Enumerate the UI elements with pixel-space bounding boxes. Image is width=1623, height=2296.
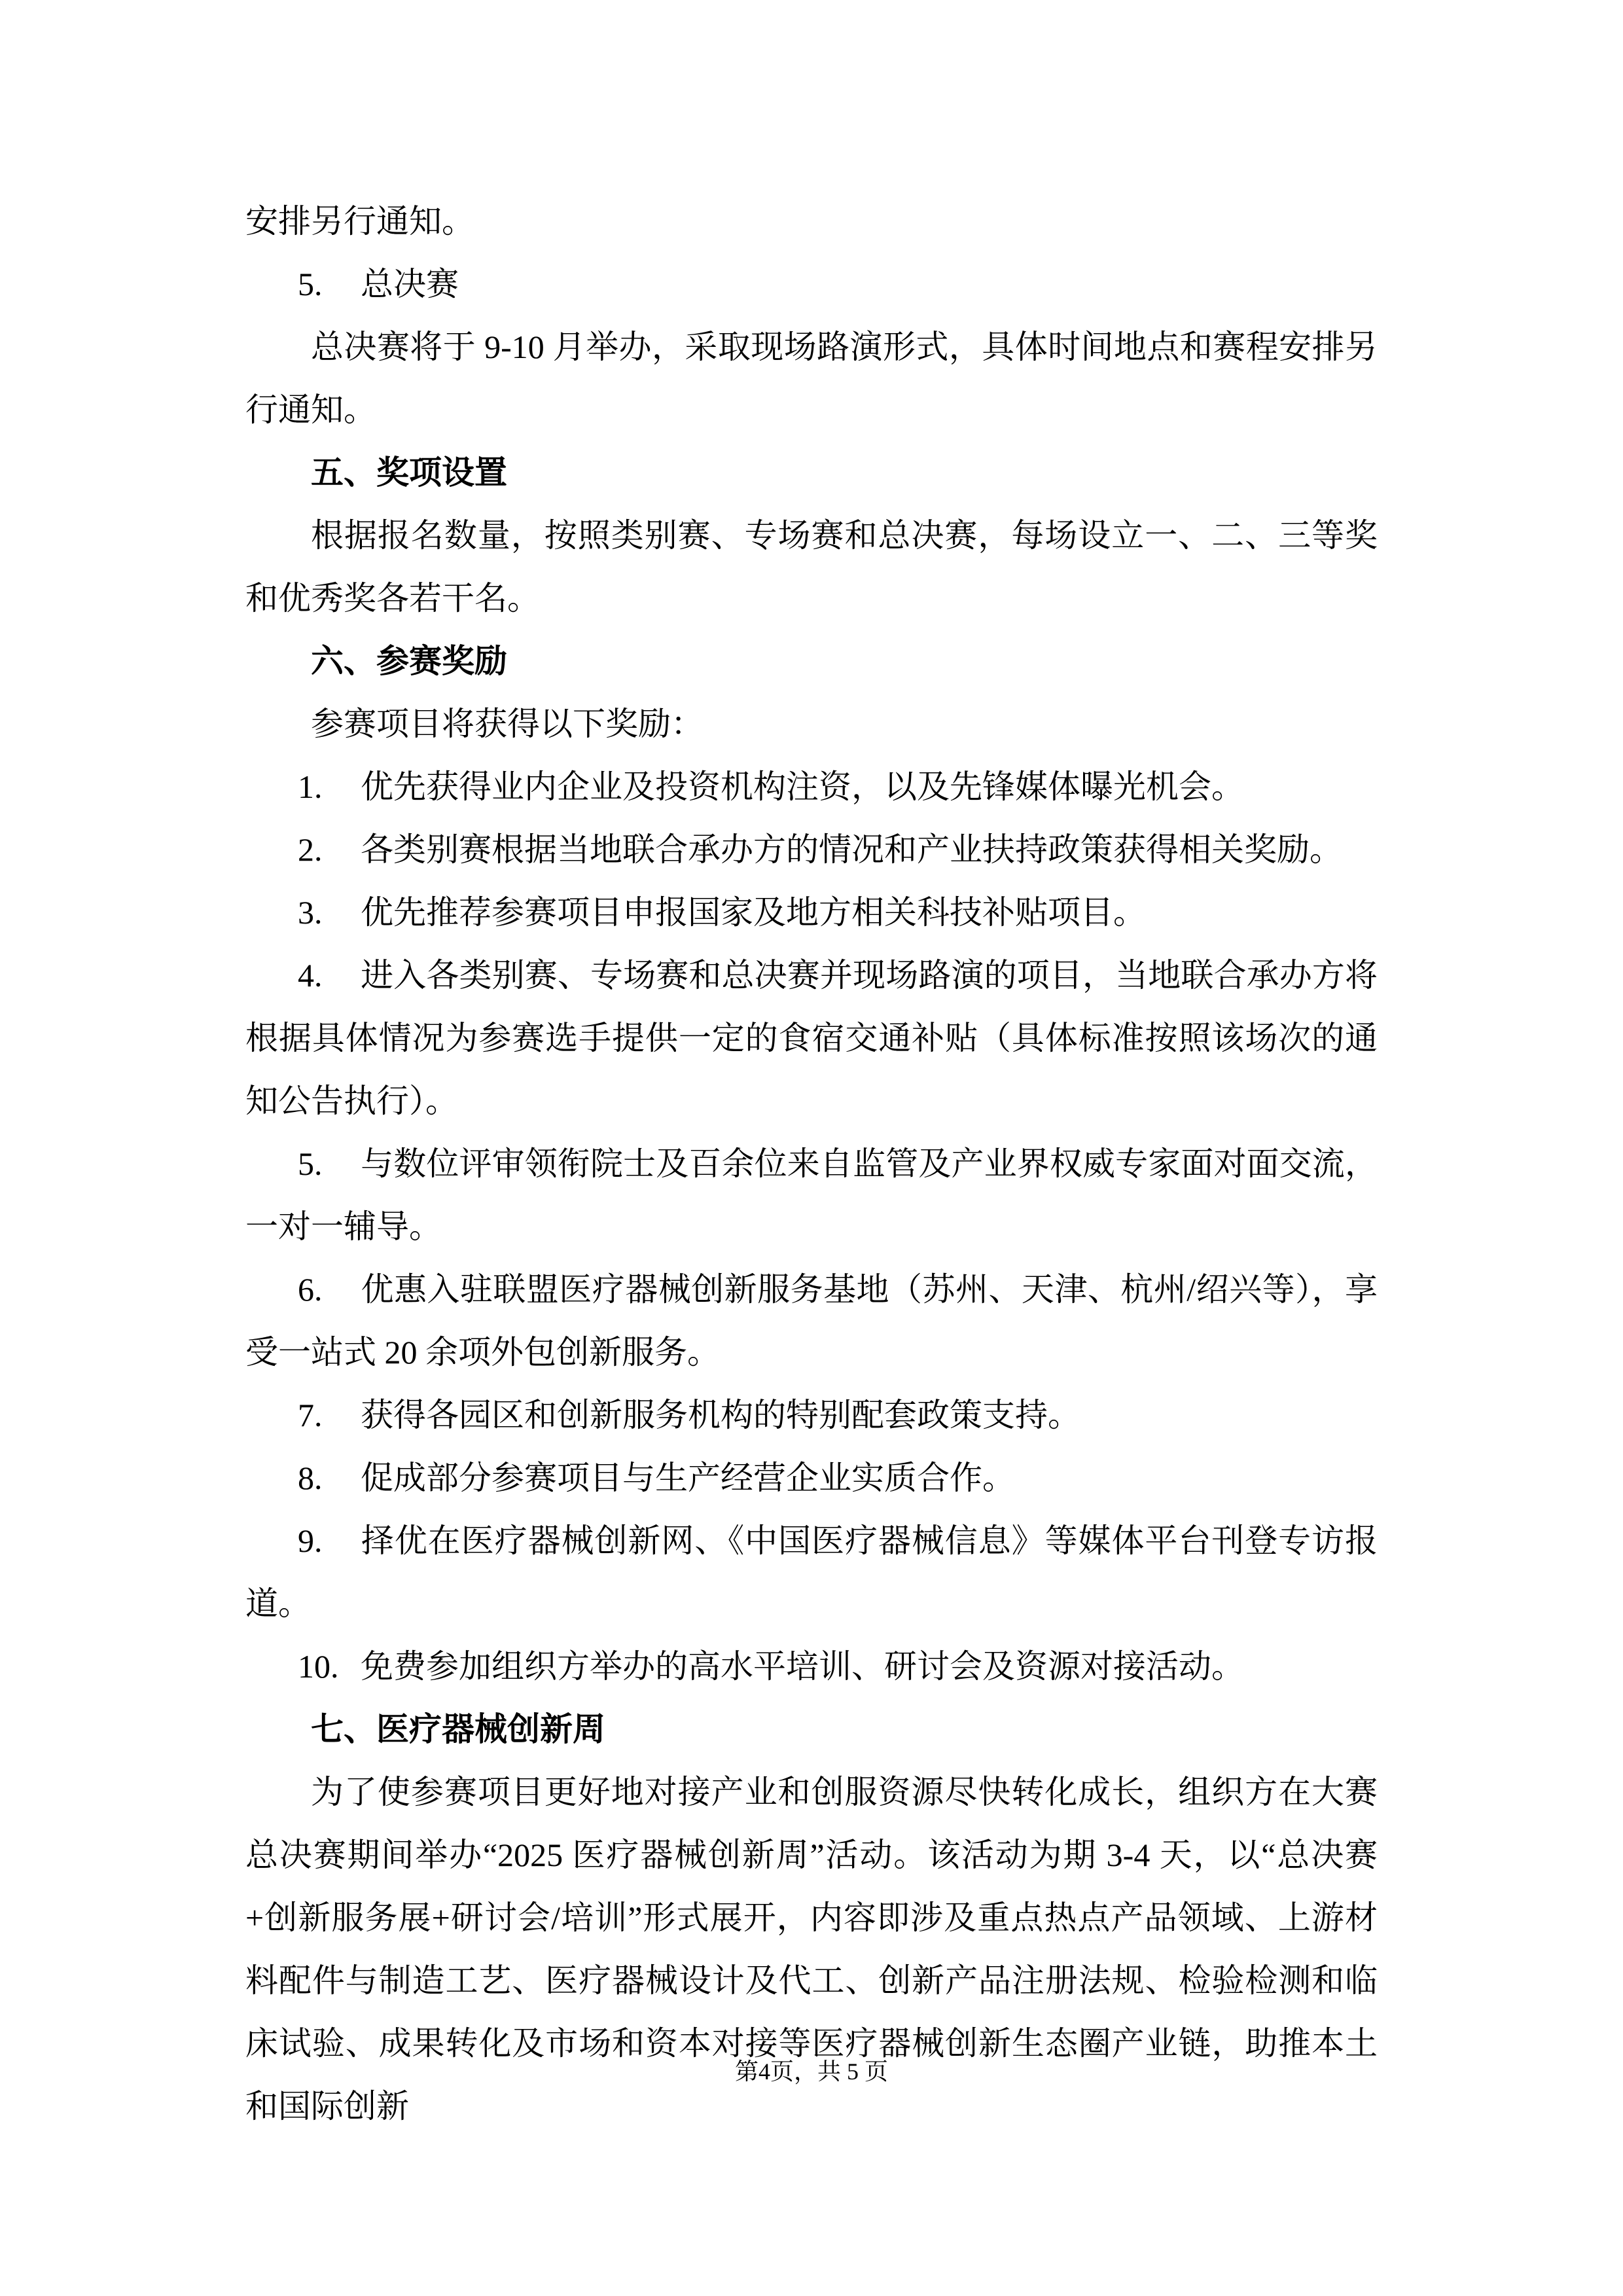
list-item-text: 各类别赛根据当地联合承办方的情况和产业扶持政策获得相关奖励。: [361, 831, 1342, 868]
list-item-number: 6.: [298, 1271, 323, 1308]
list-item: [245, 881, 1378, 944]
list-item-text: 总决赛: [361, 266, 459, 302]
paragraph-continuation: 安排另行通知。: [245, 203, 474, 240]
paragraph: 参赛项目将获得以下奖励：: [311, 706, 704, 742]
list-item: [245, 755, 1378, 818]
list-item-number: 8.: [298, 1460, 323, 1496]
list-item: [245, 1384, 1378, 1446]
paragraph: 为了使参赛项目更好地对接产业和创服资源尽快转化成长，组织方在大赛总决赛期间举办“2025 医疗器械创新周”活动。该活动为期 3-4 天，以“总决赛+创新服务展+研讨会/培训”形式展开，内容即涉及重点热点产品领域、上游材料配件与制造工艺、医疗器械设计及代工、创新产品注册法规、检验检测和临床试验、成果转化及市场和资本对接等医疗器械创新生态圈产业链，助推本土和国际创新: [245, 1774, 1378, 2125]
list-item-text: 免费参加组织方举办的高水平培训、研讨会及资源对接活动。: [361, 1648, 1244, 1685]
list-item: [245, 944, 1378, 1132]
list-item: [245, 253, 1378, 315]
list-item-number: 3.: [298, 894, 323, 931]
list-item-text: 促成部分参赛项目与生产经营企业实质合作。: [361, 1460, 1015, 1496]
list-item-number: 4.: [298, 957, 323, 994]
list-item-text: 优先获得业内企业及投资机构注资，以及先锋媒体曝光机会。: [361, 768, 1244, 805]
list-item-text: 择优在医疗器械创新网、《中国医疗器械信息》等媒体平台刊登专访报道。: [245, 1522, 1378, 1622]
list-item-text: 进入各类别赛、专场赛和总决赛并现场路演的项目，当地联合承办方将根据具体情况为参赛选手提供一定的食宿交通补贴（具体标准按照该场次的通知公告执行）。: [245, 957, 1378, 1119]
list-item-number: 7.: [298, 1397, 323, 1433]
list-item-text: 优先推荐参赛项目申报国家及地方相关科技补贴项目。: [361, 894, 1146, 931]
document-body: [245, 190, 1378, 2138]
list-item-text: 优惠入驻联盟医疗器械创新服务基地（苏州、天津、杭州/绍兴等），享受一站式 20 余项外包创新服务。: [245, 1271, 1378, 1371]
section-heading-participation-rewards: 六、参赛奖励: [311, 643, 507, 679]
list-item-number: 5.: [298, 266, 323, 302]
list-item-number: 10.: [298, 1648, 339, 1685]
list-item-number: 5.: [298, 1145, 323, 1182]
paragraph: 总决赛将于 9-10 月举办，采取现场路演形式，具体时间地点和赛程安排另行通知。: [245, 329, 1378, 428]
paragraph: 根据报名数量，按照类别赛、专场赛和总决赛，每场设立一、二、三等奖和优秀奖各若干名。: [245, 517, 1378, 617]
list-item-text: 与数位评审领衔院士及百余位来自监管及产业界权威专家面对面交流，一对一辅导。: [245, 1145, 1378, 1245]
list-item-number: 2.: [298, 831, 323, 868]
list-item: [245, 1509, 1378, 1635]
list-item-number: 9.: [298, 1522, 323, 1559]
list-item: [245, 1635, 1378, 1698]
list-item-text: 获得各园区和创新服务机构的特别配套政策支持。: [361, 1397, 1080, 1433]
section-heading-innovation-week: 七、医疗器械创新周: [311, 1711, 605, 1748]
list-item: [245, 1258, 1378, 1384]
list-item: [245, 1132, 1378, 1258]
list-item: [245, 1446, 1378, 1509]
page-number-footer: 第4页，共 5 页: [734, 2058, 888, 2085]
section-heading-awards-setup: 五、奖项设置: [311, 454, 507, 491]
list-item-number: 1.: [298, 768, 323, 805]
list-item: [245, 818, 1378, 881]
